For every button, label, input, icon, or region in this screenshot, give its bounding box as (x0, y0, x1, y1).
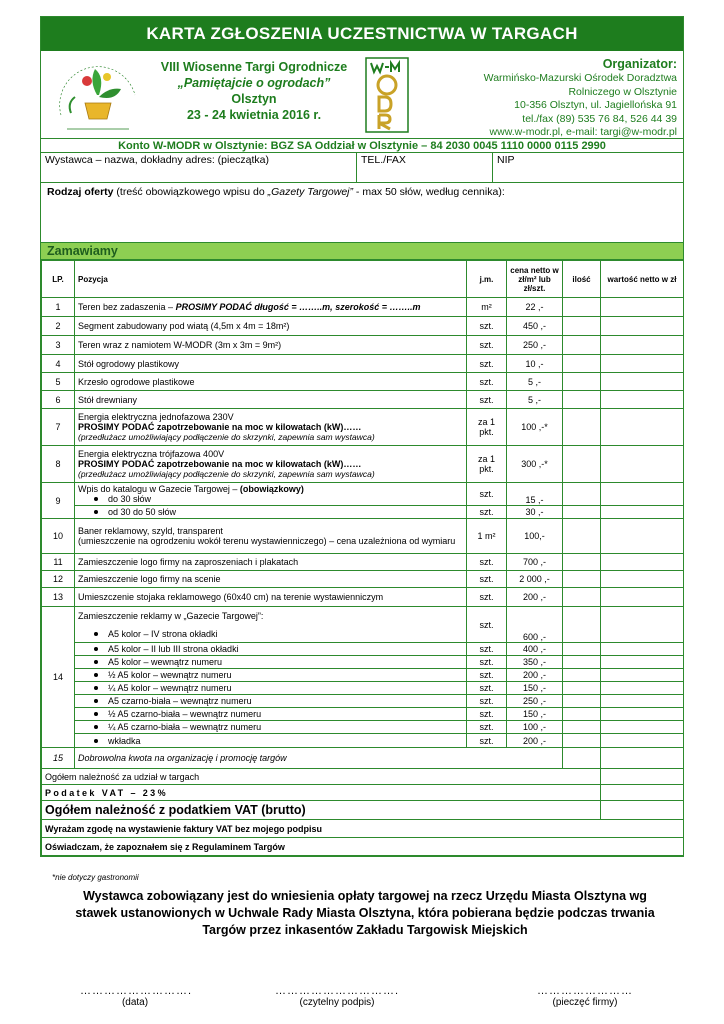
bullet-icon (94, 725, 98, 729)
organizer-address: 10-356 Olsztyn, ul. Jagiellońska 91 (514, 99, 677, 111)
option-text: A5 kolor – IV strona okładki (108, 628, 218, 639)
row-price: 10 ,- (507, 355, 563, 373)
col-value: wartość netto w zł (601, 261, 684, 298)
row-position: Segment zabudowany pod wiatą (4,5m x 4m = 18m²) (75, 317, 467, 336)
row-position (75, 607, 467, 643)
table-row (42, 643, 684, 656)
row-price: 250 ,- (507, 336, 563, 355)
signature-label: (pieczęć firmy) (552, 997, 618, 1008)
row-price: 450 ,- (507, 317, 563, 336)
option-text: ¼ A5 czarno-biała – wewnątrz numeru (108, 722, 262, 732)
table-row (42, 391, 684, 409)
row-unit: 1 m² (467, 519, 507, 554)
organizer-line: Rolniczego w Olsztynie (568, 85, 677, 98)
row-unit: szt. (467, 483, 507, 506)
qty-cell[interactable] (563, 669, 601, 682)
row-price: 5 ,- (507, 373, 563, 391)
table-row (42, 708, 684, 721)
row-text: Wpis do katalogu w Gazecie Targowej – (78, 484, 240, 494)
row-unit: szt. (467, 734, 507, 748)
row-bold-text: PROSIMY PODAĆ zapotrzebowanie na moc w kilowatach (kW)…… (78, 422, 362, 432)
qty-cell[interactable] (563, 446, 601, 483)
qty-cell[interactable] (563, 721, 601, 734)
bullet-icon (94, 686, 98, 690)
unit-line: za 1 (477, 417, 495, 427)
exhibitor-nip-label: NIP (497, 154, 515, 166)
registration-form (40, 16, 684, 857)
qty-cell[interactable] (563, 506, 601, 519)
col-unit: j.m. (467, 261, 507, 298)
value-cell[interactable] (601, 656, 684, 669)
row-price: 200 ,- (507, 669, 563, 682)
signature-name[interactable] (262, 985, 412, 1008)
row-unit: szt. (467, 708, 507, 721)
row-position (75, 298, 467, 317)
row-note: (umieszczenie na ogrodzeniu wokół terenu wystawienniczego) – cena uzależniona od wymiaru (78, 536, 456, 546)
row-unit: szt. (467, 588, 507, 607)
row-unit (467, 409, 507, 446)
bank-account: Konto W-MODR w Olsztynie: BGZ SA Oddział w Olsztynie – 84 2030 0045 1110 0000 0115 2990 (41, 139, 683, 153)
row-position (75, 483, 467, 506)
bullet-icon (94, 712, 98, 716)
qty-cell[interactable] (563, 355, 601, 373)
row-price: 100 ,-* (507, 409, 563, 446)
unit-line: za 1 (477, 454, 495, 464)
row-lp: 5 (42, 373, 75, 391)
qty-cell[interactable] (563, 588, 601, 607)
row-unit (467, 446, 507, 483)
bullet-icon (94, 632, 98, 636)
offer-desc-italic: „Gazety Targowej” (267, 186, 353, 198)
bullet-icon (94, 660, 98, 664)
row-unit: szt. (467, 506, 507, 519)
table-header-row (42, 261, 684, 298)
offer-label: Rodzaj oferty (47, 186, 114, 198)
value-cell[interactable] (601, 643, 684, 656)
row-price: 100 ,- (507, 721, 563, 734)
qty-cell[interactable] (563, 317, 601, 336)
row-lp: 3 (42, 336, 75, 355)
row-position (75, 734, 467, 748)
row-unit: szt. (467, 554, 507, 571)
table-row (42, 355, 684, 373)
table-row (42, 446, 684, 483)
exhibitor-nip-field[interactable] (493, 153, 683, 182)
row-position (75, 669, 467, 682)
table-row (42, 695, 684, 708)
row-unit: m² (467, 298, 507, 317)
table-row (42, 734, 684, 748)
unit-line: pkt. (479, 464, 494, 474)
table-row (42, 298, 684, 317)
qty-cell[interactable] (563, 643, 601, 656)
row-unit: szt. (467, 682, 507, 695)
value-cell[interactable] (601, 571, 684, 588)
row-position: Stół drewniany (75, 391, 467, 409)
bullet-icon (94, 699, 98, 703)
table-row (42, 519, 684, 554)
signature-line: ………………………. (80, 985, 193, 997)
row-unit: szt. (467, 373, 507, 391)
value-cell[interactable] (601, 483, 684, 506)
row-text: Baner reklamowy, szyld, transparent (78, 526, 223, 536)
total-row (42, 801, 684, 820)
bullet-icon (94, 739, 98, 743)
row-lp: 1 (42, 298, 75, 317)
value-cell[interactable] (601, 317, 684, 336)
fair-city: Olsztyn (231, 92, 277, 106)
row-position (75, 643, 467, 656)
row-position (75, 409, 467, 446)
total-value[interactable] (601, 801, 684, 820)
row-unit: szt. (467, 669, 507, 682)
signature-stamp[interactable] (520, 985, 650, 1008)
option-text: A5 kolor – II lub III strona okładki (108, 644, 239, 654)
value-cell[interactable] (601, 588, 684, 607)
qty-cell[interactable] (563, 734, 601, 748)
fair-logo (47, 55, 147, 135)
row-unit: szt. (467, 695, 507, 708)
row-text: Energia elektryczna trójfazowa 400V (78, 449, 225, 459)
fair-slogan: „Pamiętajcie o ogrodach” (177, 76, 331, 90)
exhibitor-tel-label: TEL./FAX (361, 154, 406, 166)
organizer-line: Warmińsko-Mazurski Ośrodek Doradztwa (483, 72, 677, 84)
row-position (75, 656, 467, 669)
row-price: 700 ,- (507, 554, 563, 571)
row-position (75, 682, 467, 695)
row-position: Umieszczenie stojaka reklamowego (60x40 cm) na terenie wystawienniczym (75, 588, 467, 607)
row-lp: 10 (42, 519, 75, 554)
table-row (42, 607, 684, 643)
row-bold-text: PROSIMY PODAĆ długość = ……..m, szerokość = ……..m (175, 302, 421, 312)
fair-dates: 23 - 24 kwietnia 2016 r. (186, 108, 322, 122)
qty-cell[interactable] (563, 708, 601, 721)
exhibitor-row (41, 153, 683, 183)
row-unit: szt. (467, 607, 507, 643)
vat-value[interactable] (601, 785, 684, 801)
row-price: 400 ,- (507, 643, 563, 656)
row-unit: szt. (467, 317, 507, 336)
option-text: do 30 słów (108, 494, 152, 504)
invoice-consent-row (42, 820, 684, 838)
option-text: A5 czarno-biała – wewnątrz numeru (108, 696, 252, 706)
row-note: (przedłużacz umożliwiający podłączenie do skrzynki, zapewnia sam wystawca) (78, 469, 375, 479)
order-table (41, 260, 684, 856)
row-lp: 6 (42, 391, 75, 409)
row-price: 350 ,- (507, 656, 563, 669)
row-lp: 11 (42, 554, 75, 571)
row-lp: 2 (42, 317, 75, 336)
row-unit: szt. (467, 571, 507, 588)
row-price: 250 ,- (507, 695, 563, 708)
row-bold-text: PROSIMY PODAĆ zapotrzebowanie na moc w kilowatach (kW)…… (78, 459, 362, 469)
fair-info (159, 59, 349, 123)
signature-label: (czytelny podpis) (299, 997, 375, 1008)
value-cell[interactable] (601, 409, 684, 446)
option-text: wkładka (108, 735, 141, 746)
row-unit: szt. (467, 336, 507, 355)
organizer-web[interactable]: www.w-modr.pl, e-mail: targi@w-modr.pl (489, 126, 677, 138)
form-header (41, 51, 683, 139)
wmodr-logo (365, 57, 409, 133)
exhibitor-name-label: Wystawca – nazwa, dokładny adres: (pieczątka) (45, 154, 270, 166)
table-row (42, 682, 684, 695)
option-text: A5 kolor – wewnątrz numeru (108, 657, 223, 667)
col-qty: ilość (563, 261, 601, 298)
qty-cell[interactable] (563, 336, 601, 355)
row-bold-text: (obowiązkowy) (239, 484, 304, 494)
table-row (42, 721, 684, 734)
row-position (75, 446, 467, 483)
value-cell[interactable] (601, 734, 684, 748)
row-position: Teren wraz z namiotem W-MODR (3m x 3m = 9m²) (75, 336, 467, 355)
value-cell[interactable] (601, 336, 684, 355)
row-position: Zamieszczenie logo firmy na scenie (75, 571, 467, 588)
row-position: Zamieszczenie logo firmy na zaproszeniach i plakatach (75, 554, 467, 571)
row-position (75, 695, 467, 708)
row-price: 5 ,- (507, 391, 563, 409)
bullet-icon (94, 510, 98, 514)
value-cell[interactable] (601, 708, 684, 721)
row-lp: 7 (42, 409, 75, 446)
offer-desc-end: - max 50 słów, według cennika): (353, 186, 505, 198)
form-title: KARTA ZGŁOSZENIA UCZESTNICTWA W TARGACH (41, 17, 683, 51)
value-cell[interactable] (601, 669, 684, 682)
table-row (42, 409, 684, 446)
qty-cell[interactable] (563, 656, 601, 669)
row-position: Krzesło ogrodowe plastikowe (75, 373, 467, 391)
row-lp: 14 (42, 607, 75, 748)
value-cell[interactable] (601, 391, 684, 409)
row-price: 30 ,- (507, 506, 563, 519)
signature-date[interactable] (80, 985, 193, 1008)
value-cell[interactable] (601, 721, 684, 734)
organizer-info (417, 57, 677, 140)
value-cell[interactable] (601, 695, 684, 708)
row-price: 150 ,- (507, 682, 563, 695)
vat-row (42, 785, 684, 801)
table-row (42, 748, 684, 769)
value-cell[interactable] (601, 682, 684, 695)
row-lp: 12 (42, 571, 75, 588)
table-row (42, 336, 684, 355)
table-row (42, 554, 684, 571)
row-note: (przedłużacz umożliwiający podłączenie do skrzynki, zapewnia sam wystawca) (78, 432, 375, 442)
row-lp: 9 (42, 483, 75, 519)
row-price: 22 ,- (507, 298, 563, 317)
offer-type-field[interactable] (41, 183, 683, 243)
table-row (42, 373, 684, 391)
row-price: 2 000 ,- (507, 571, 563, 588)
qty-cell[interactable] (563, 483, 601, 506)
option-text: ½ A5 czarno-biała – wewnątrz numeru (108, 709, 262, 719)
row-price: 150 ,- (507, 708, 563, 721)
qty-cell[interactable] (563, 519, 601, 554)
row-lp: 15 (42, 748, 75, 769)
bullet-icon (94, 673, 98, 677)
row-text: Energia elektryczna jednofazowa 230V (78, 412, 234, 422)
fee-statement: Wystawca zobowiązany jest do wniesienia opłaty targowej na rzecz Urzędu Miasta Olsztyna wg stawek ustanowionych w Uchwale Rady Miasta Olsztyna, która pobierana będzie podczas trwania Targów przez inkasentów Zakładu Targowisk Miejskich (75, 889, 655, 937)
qty-cell[interactable] (563, 748, 601, 769)
row-unit: szt. (467, 656, 507, 669)
offer-desc: (treść obowiązkowego wpisu do (113, 186, 268, 198)
table-row (42, 506, 684, 519)
section-title: Zamawiamy (41, 243, 683, 260)
row-unit: szt. (467, 391, 507, 409)
option-text: od 30 do 50 słów (108, 507, 177, 517)
rules-consent-text[interactable]: Oświadczam, że zapoznałem się z Regulaminem Targów (42, 838, 684, 856)
invoice-consent-text[interactable]: Wyrażam zgodę na wystawienie faktury VAT bez mojego podpisu (42, 820, 684, 838)
row-unit: szt. (467, 355, 507, 373)
qty-cell[interactable] (563, 682, 601, 695)
row-price: 300 ,-* (507, 446, 563, 483)
bullet-icon (94, 497, 98, 501)
qty-cell[interactable] (563, 298, 601, 317)
summary-row (42, 769, 684, 785)
value-cell[interactable] (601, 298, 684, 317)
row-position (75, 506, 467, 519)
value-cell[interactable] (601, 506, 684, 519)
row-position (75, 708, 467, 721)
row-price: 15 ,- (507, 483, 563, 506)
row-position: Stół ogrodowy plastikowy (75, 355, 467, 373)
col-position: Pozycja (75, 261, 467, 298)
option-text: ½ A5 kolor – wewnątrz numeru (108, 670, 232, 680)
table-row (42, 317, 684, 336)
value-cell[interactable] (601, 446, 684, 483)
row-price: 200 ,- (507, 588, 563, 607)
signature-label: (data) (121, 997, 149, 1008)
table-row (42, 483, 684, 506)
row-position: Dobrowolna kwota na organizację i promocję targów (75, 748, 563, 769)
table-row (42, 656, 684, 669)
table-row (42, 588, 684, 607)
row-price: 100,- (507, 519, 563, 554)
row-lp: 13 (42, 588, 75, 607)
value-cell[interactable] (601, 748, 684, 769)
organizer-phone: tel./fax (89) 535 76 84, 526 44 39 (522, 112, 677, 125)
row-text: Teren bez zadaszenia – (78, 302, 176, 312)
row-text: Zamieszczenie reklamy w „Gazecie Targowej”: (78, 610, 264, 621)
row-price: 200 ,- (507, 734, 563, 748)
qty-cell[interactable] (563, 695, 601, 708)
table-row (42, 571, 684, 588)
value-cell[interactable] (601, 519, 684, 554)
option-text: ¼ A5 kolor – wewnątrz numeru (108, 683, 232, 693)
organizer-heading: Organizator: (602, 57, 677, 71)
qty-cell[interactable] (563, 391, 601, 409)
row-lp: 8 (42, 446, 75, 483)
signature-line: …………………… (537, 985, 633, 997)
value-cell[interactable] (601, 355, 684, 373)
unit-line: pkt. (479, 427, 494, 437)
row-lp: 4 (42, 355, 75, 373)
value-cell[interactable] (601, 554, 684, 571)
row-price: 600 ,- (507, 607, 563, 643)
value-cell[interactable] (601, 607, 684, 643)
row-unit: szt. (467, 721, 507, 734)
row-position (75, 721, 467, 734)
rules-consent-row (42, 838, 684, 856)
row-position (75, 519, 467, 554)
exhibitor-tel-field[interactable] (357, 153, 493, 182)
footnote: *nie dotyczy gastronomii (52, 873, 139, 882)
col-lp: LP. (42, 261, 75, 298)
qty-cell[interactable] (563, 607, 601, 643)
qty-cell[interactable] (563, 554, 601, 571)
fair-name: VIII Wiosenne Targi Ogrodnicze (160, 60, 348, 74)
value-cell[interactable] (601, 373, 684, 391)
qty-cell[interactable] (563, 373, 601, 391)
qty-cell[interactable] (563, 409, 601, 446)
qty-cell[interactable] (563, 571, 601, 588)
col-price: cena netto w zł/m² lub zł/szt. (507, 261, 563, 298)
summary-share-value[interactable] (601, 769, 684, 785)
exhibitor-name-field[interactable] (41, 153, 357, 182)
table-row (42, 669, 684, 682)
total-label: Ogółem należność z podatkiem VAT (brutto) (42, 801, 601, 820)
row-unit: szt. (467, 643, 507, 656)
signature-line: …………………………. (274, 985, 400, 997)
vat-label: Podatek VAT – 23% (42, 785, 601, 801)
summary-share-label: Ogółem należność za udział w targach (42, 769, 601, 785)
bullet-icon (94, 647, 98, 651)
